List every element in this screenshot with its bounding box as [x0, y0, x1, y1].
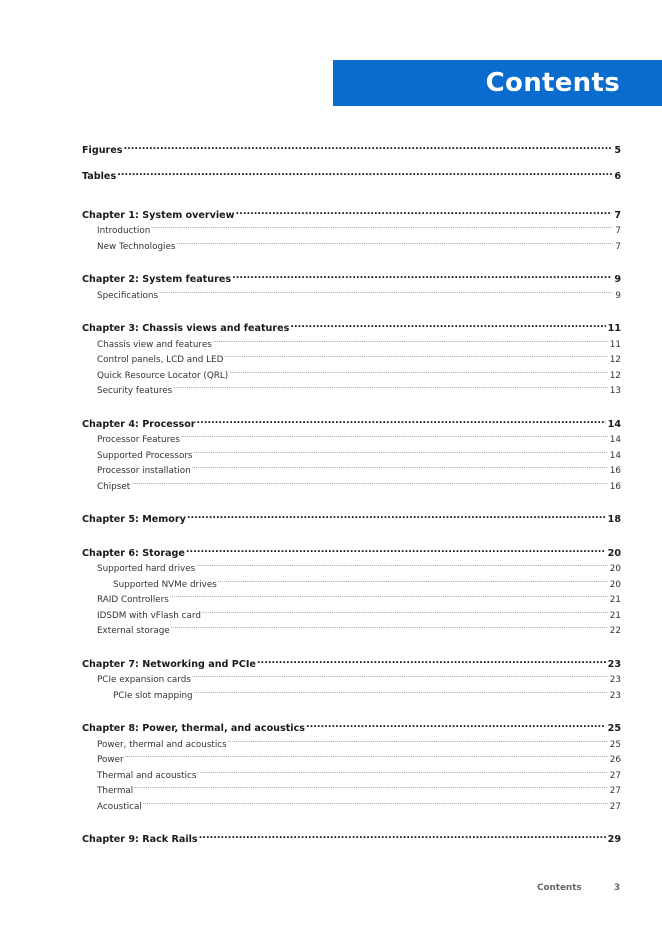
toc-entry-chapter-6[interactable]: Chapter 6: Storage ..... 20: [82, 544, 621, 558]
footer-page-number: 3: [614, 883, 621, 893]
toc-entry-raid-controllers[interactable]: RAID Controllers ..... 21: [97, 590, 621, 604]
toc-entry-chapter-3[interactable]: Chapter 3: Chassis views and features ..... 11: [82, 319, 621, 333]
toc-entry-processor-installation[interactable]: Processor installation ..... 16: [97, 461, 621, 475]
toc-entry-pcie-slot-mapping[interactable]: PCIe slot mapping ..... 23: [113, 686, 621, 700]
toc-entry-qrl[interactable]: Quick Resource Locator (QRL) ..... 12: [97, 366, 621, 380]
toc-entry-chapter-7[interactable]: Chapter 7: Networking and PCIe ..... 23: [82, 655, 621, 669]
toc-entry-introduction[interactable]: Introduction ..... 7: [97, 221, 621, 235]
toc-entry-chapter-4[interactable]: Chapter 4: Processor ..... 14: [82, 415, 621, 429]
toc-entry-chapter-2[interactable]: Chapter 2: System features ..... 9: [82, 270, 621, 284]
contents-title-banner: [333, 60, 662, 106]
toc-entry-chapter-1[interactable]: Chapter 1: System overview ..... 7: [82, 206, 621, 220]
toc-entry-security-features[interactable]: Security features ..... 13: [97, 381, 621, 395]
toc-entry-chassis-view[interactable]: Chassis view and features ..... 11: [97, 335, 621, 349]
toc-entry-supported-processors[interactable]: Supported Processors ..... 14: [97, 446, 621, 460]
toc-entry-tables[interactable]: Tables ..... 6: [82, 167, 621, 181]
toc-entry-control-panels[interactable]: Control panels, LCD and LED ..... 12: [97, 350, 621, 364]
toc-entry-supported-nvme-drives[interactable]: Supported NVMe drives ..... 20: [113, 575, 621, 589]
toc-entry-acoustical[interactable]: Acoustical ..... 27: [97, 797, 621, 811]
toc-entry-idsdm-vflash[interactable]: IDSDM with vFlash card ..... 21: [97, 606, 621, 620]
footer-section-title: Contents: [537, 883, 582, 893]
toc-entry-chipset[interactable]: Chipset ..... 16: [97, 477, 621, 491]
toc-entry-chapter-9[interactable]: Chapter 9: Rack Rails ..... 29: [82, 830, 621, 844]
toc-entry-power[interactable]: Power ..... 26: [97, 750, 621, 764]
toc-entry-power-thermal-acoustics[interactable]: Power, thermal and acoustics ..... 25: [97, 735, 621, 749]
toc-entry-chapter-5[interactable]: Chapter 5: Memory ..... 18: [82, 510, 621, 524]
toc-entry-external-storage[interactable]: External storage ..... 22: [97, 621, 621, 635]
toc-entry-processor-features[interactable]: Processor Features ..... 14: [97, 430, 621, 444]
toc-entry-chapter-8[interactable]: Chapter 8: Power, thermal, and acoustics ..... 25: [82, 719, 621, 733]
toc-entry-supported-hard-drives[interactable]: Supported hard drives ..... 20: [97, 559, 621, 573]
toc-entry-thermal[interactable]: Thermal ..... 27: [97, 781, 621, 795]
toc-entry-specifications[interactable]: Specifications ..... 9: [97, 286, 621, 300]
toc-entry-figures[interactable]: Figures ..... 5: [82, 141, 621, 155]
toc-entry-pcie-expansion-cards[interactable]: PCIe expansion cards ..... 23: [97, 670, 621, 684]
toc-entry-new-technologies[interactable]: New Technologies ..... 7: [97, 237, 621, 251]
page-title: Contents: [485, 68, 620, 98]
toc-entry-thermal-and-acoustics[interactable]: Thermal and acoustics ..... 27: [97, 766, 621, 780]
